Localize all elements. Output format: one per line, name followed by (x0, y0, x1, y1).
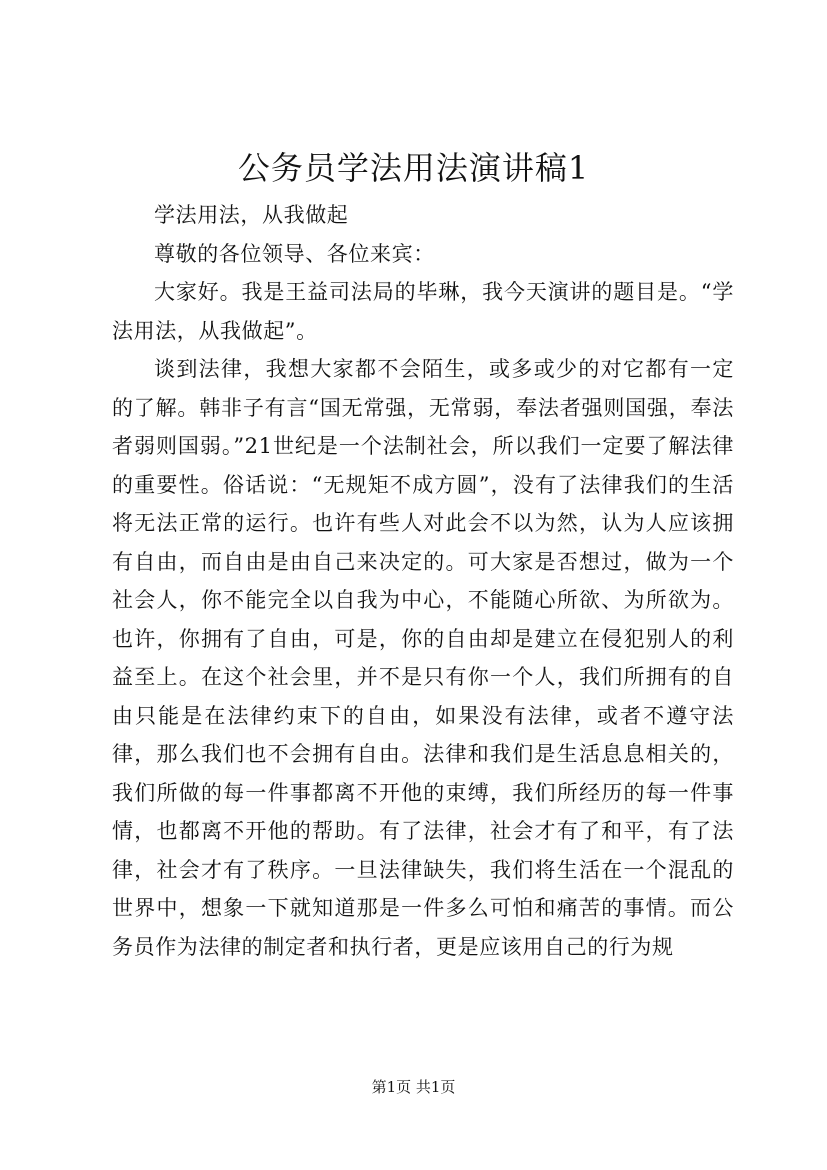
paragraph-salutation: 尊敬的各位领导、各位来宾： (154, 241, 435, 266)
page-footer: 第1页 共1页 (371, 1078, 456, 1096)
paragraph-intro: 大家好。我是王益司法局的毕琳，我今天演讲的题目是。“学法用法，从我做起”。 (112, 280, 734, 343)
paragraph-main: 谈到法律，我想大家都不会陌生，或多或少的对它都有一定的了解。韩非子有言“国无常强，无常弱，奉法者强则国强，奉法者弱则国弱。”21世纪是一个法制社会，所以我们一定要了解法律的重要性。俗话说：“无规矩不成方圆”，没有了法律我们的生活将无法正常的运行。也许有些人对此会不以为然，认为人应该拥有自由，而自由是由自己来决定的。可大家是否想过，做为一个社会人，你不能完全以自我为中心，不能随心所欲、为所欲为。也许，你拥有了自由，可是，你的自由却是建立在侵犯别人的利益至上。在这个社会里，并不是只有你一个人，我们所拥有的自由只能是在法律约束下的自由，如果没有法律，或者不遵守法律，那么我们也不会拥有自由。法律和我们是生活息息相关的，我们所做的每一件事都离不开他的束缚，我们所经历的每一件事情，也都离不开他的帮助。有了法律，社会才有了和平，有了法律，社会才有了秩序。一旦法律缺失，我们将生活在一个混乱的世界中，想象一下就知道那是一件多么可怕和痛苦的事情。而公务员作为法律的制定者和执行者，更是应该用自己的行为规 (112, 357, 734, 959)
document-body (112, 196, 734, 966)
paragraph-subtitle: 学法用法，从我做起 (154, 203, 349, 227)
document-title: 公务员学法用法演讲稿1 (237, 149, 590, 187)
